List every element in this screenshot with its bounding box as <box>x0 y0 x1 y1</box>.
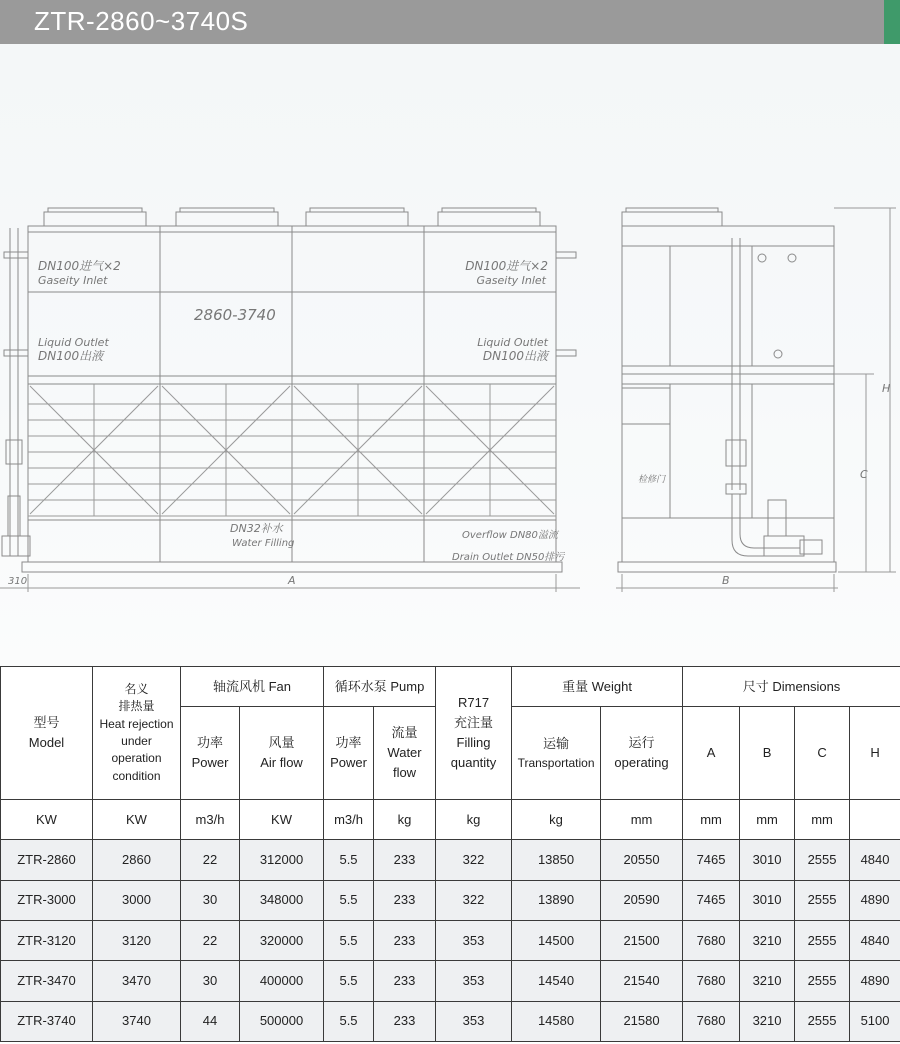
dim-left-label: 310 <box>8 576 28 587</box>
header-heat-rejection <box>93 667 181 800</box>
table-cell: 400000 <box>240 961 324 1001</box>
header-pump: 循环水泵 Pump <box>324 667 436 707</box>
header-dim-a: A <box>683 707 740 800</box>
table-cell: 14580 <box>512 1001 601 1041</box>
overflow-label: Overflow DN80溢流 <box>462 530 558 541</box>
header-heat-en3: operation <box>111 751 162 766</box>
header-waterflow-cn: 流量 <box>391 724 418 740</box>
unit-cell: kg <box>436 800 512 840</box>
header-weight: 重量 Weight <box>512 667 683 707</box>
unit-cell: m3/h <box>181 800 240 840</box>
unit-cell: mm <box>795 800 850 840</box>
header-r717-1: R717 <box>457 694 490 710</box>
unit-cell: m3/h <box>324 800 374 840</box>
table-cell: 21500 <box>601 920 683 960</box>
table-cell: 2555 <box>795 920 850 960</box>
inlet-left-en: Gaseity Inlet <box>38 274 108 287</box>
table-cell: 322 <box>436 880 512 920</box>
header-model-en: Model <box>28 735 65 751</box>
table-cell: 3470 <box>93 961 181 1001</box>
table-cell: 3000 <box>93 880 181 920</box>
unit-cell: mm <box>740 800 795 840</box>
inlet-left-cn: DN100进气×2 <box>38 259 121 273</box>
table-cell: ZTR-3120 <box>1 920 93 960</box>
table-cell: 348000 <box>240 880 324 920</box>
table-cell: 312000 <box>240 840 324 880</box>
table-cell: 3120 <box>93 920 181 960</box>
inlet-right-cn: DN100进气×2 <box>465 259 548 273</box>
header-operating <box>601 707 683 800</box>
table-cell: 3740 <box>93 1001 181 1041</box>
header-transport-en: Transportation <box>517 755 595 770</box>
table-cell: 4890 <box>850 880 900 920</box>
header-fan-power-en: Power <box>191 755 229 771</box>
header-model-cn: 型号 <box>33 714 60 730</box>
table-row <box>1 880 900 920</box>
water-fill-cn: DN32补水 <box>230 522 283 535</box>
table-cell: 4890 <box>850 961 900 1001</box>
header-transport <box>512 707 601 800</box>
table-cell: 2860 <box>93 840 181 880</box>
units-row <box>1 800 900 840</box>
table-cell: 5100 <box>850 1001 900 1041</box>
table-cell: 7680 <box>683 961 740 1001</box>
dim-b-label: B <box>722 574 730 587</box>
dim-h-label: H <box>882 382 891 395</box>
table-cell: 7465 <box>683 840 740 880</box>
header-heat-cn2: 排热量 <box>118 699 155 714</box>
table-cell: 3210 <box>740 1001 795 1041</box>
title-bar <box>0 0 884 44</box>
spec-table <box>0 666 900 1042</box>
header-r717-3: Filling <box>456 735 491 751</box>
header-heat-en2: under <box>121 734 152 749</box>
header-r717-2: 充注量 <box>454 714 494 730</box>
side-dimensions <box>616 208 896 592</box>
outlet-right-en: Liquid Outlet <box>477 336 548 349</box>
table-cell: 353 <box>436 1001 512 1041</box>
table-cell: 5.5 <box>324 840 374 880</box>
table-cell: 500000 <box>240 1001 324 1041</box>
unit-cell: mm <box>601 800 683 840</box>
table-cell: 30 <box>181 961 240 1001</box>
table-cell: 2555 <box>795 961 850 1001</box>
table-cell: 21540 <box>601 961 683 1001</box>
technical-drawing <box>0 44 900 666</box>
table-cell: 20550 <box>601 840 683 880</box>
header-operating-en: operating <box>614 755 669 771</box>
header-heat-cn1: 名义 <box>124 681 149 696</box>
table-cell: 320000 <box>240 920 324 960</box>
side-view <box>616 208 896 592</box>
table-cell: 2555 <box>795 880 850 920</box>
header-airflow-cn: 风量 <box>268 735 295 751</box>
header-pump-power <box>324 707 374 800</box>
table-cell: 44 <box>181 1001 240 1041</box>
table-row <box>1 961 900 1001</box>
header-fan-power-cn: 功率 <box>196 735 223 751</box>
header-airflow-en: Air flow <box>260 755 303 771</box>
table-cell: ZTR-2860 <box>1 840 93 880</box>
header-heat-en1: Heat rejection <box>99 716 174 731</box>
header-airflow <box>240 707 324 800</box>
table-cell: 4840 <box>850 920 900 960</box>
header-r717 <box>436 667 512 800</box>
header-waterflow-en2: flow <box>392 765 417 781</box>
dim-a-label: A <box>288 574 296 587</box>
table-cell: 322 <box>436 840 512 880</box>
table-cell: 4840 <box>850 840 900 880</box>
header-waterflow <box>374 707 436 800</box>
table-cell: 3210 <box>740 961 795 1001</box>
table-cell: 22 <box>181 920 240 960</box>
outlet-left-en: Liquid Outlet <box>38 336 109 349</box>
header-model <box>1 667 93 800</box>
inlet-right-en: Gaseity Inlet <box>476 274 546 287</box>
table-cell: 233 <box>374 880 436 920</box>
table-cell: 7680 <box>683 1001 740 1041</box>
table-cell: 233 <box>374 961 436 1001</box>
table-cell: 22 <box>181 840 240 880</box>
unit-cell: KW <box>240 800 324 840</box>
accent-strip <box>884 0 900 44</box>
side-body <box>622 226 834 562</box>
model-range-label: 2860-3740 <box>194 306 276 324</box>
unit-cell: kg <box>512 800 601 840</box>
table-cell: ZTR-3470 <box>1 961 93 1001</box>
header-dim-b: B <box>740 707 795 800</box>
table-cell: 21580 <box>601 1001 683 1041</box>
header-dim-c: C <box>795 707 850 800</box>
table-cell: ZTR-3000 <box>1 880 93 920</box>
table-cell: 13850 <box>512 840 601 880</box>
table-cell: 7680 <box>683 920 740 960</box>
header-dimensions: 尺寸 Dimensions <box>683 667 900 707</box>
unit-cell: kg <box>374 800 436 840</box>
outlet-right-cn: DN100出液 <box>482 349 548 363</box>
outlet-left-cn: DN100出液 <box>38 349 104 363</box>
table-cell: 5.5 <box>324 920 374 960</box>
header-waterflow-en1: Water <box>387 745 422 761</box>
unit-cell: mm <box>683 800 740 840</box>
header-operating-cn: 运行 <box>628 735 655 751</box>
unit-cell: KW <box>93 800 181 840</box>
table-cell: 3010 <box>740 840 795 880</box>
header-heat-en4: condition <box>112 768 161 783</box>
table-cell: 353 <box>436 961 512 1001</box>
table-cell: 30 <box>181 880 240 920</box>
drain-label: Drain Outlet DN50排污 <box>452 552 565 563</box>
table-cell: 5.5 <box>324 1001 374 1041</box>
table-cell: 14500 <box>512 920 601 960</box>
header-dim-h: H <box>850 707 900 800</box>
page-title: ZTR-2860~3740S <box>34 6 249 36</box>
header-r717-4: quantity <box>450 755 497 771</box>
table-cell: 2555 <box>795 840 850 880</box>
header-fan-power <box>181 707 240 800</box>
header-fan: 轴流风机 Fan <box>181 667 324 707</box>
table-cell: 233 <box>374 840 436 880</box>
header-transport-cn: 运输 <box>543 735 570 751</box>
fan-housings <box>44 208 540 226</box>
table-cell: 14540 <box>512 961 601 1001</box>
table-cell: 353 <box>436 920 512 960</box>
table-cell: 5.5 <box>324 880 374 920</box>
table-row <box>1 920 900 960</box>
table-cell: 2555 <box>795 1001 850 1041</box>
table-row <box>1 1001 900 1041</box>
water-fill-en: Water Filling <box>232 538 295 549</box>
table-cell: 3010 <box>740 880 795 920</box>
table-cell: 5.5 <box>324 961 374 1001</box>
table-cell: 13890 <box>512 880 601 920</box>
door-label: 检修门 <box>638 475 666 485</box>
left-piping <box>2 228 30 556</box>
table-cell: 7465 <box>683 880 740 920</box>
table-cell: 233 <box>374 1001 436 1041</box>
table-cell: 233 <box>374 920 436 960</box>
drawing-svg <box>0 44 900 666</box>
unit-cell: KW <box>1 800 93 840</box>
header-pump-power-en: Power <box>330 755 367 771</box>
table-cell: 3210 <box>740 920 795 960</box>
header-pump-power-cn: 功率 <box>335 735 362 751</box>
table-cell: ZTR-3740 <box>1 1001 93 1041</box>
dim-c-label: C <box>860 468 868 481</box>
table-cell: 20590 <box>601 880 683 920</box>
table-row <box>1 840 900 880</box>
